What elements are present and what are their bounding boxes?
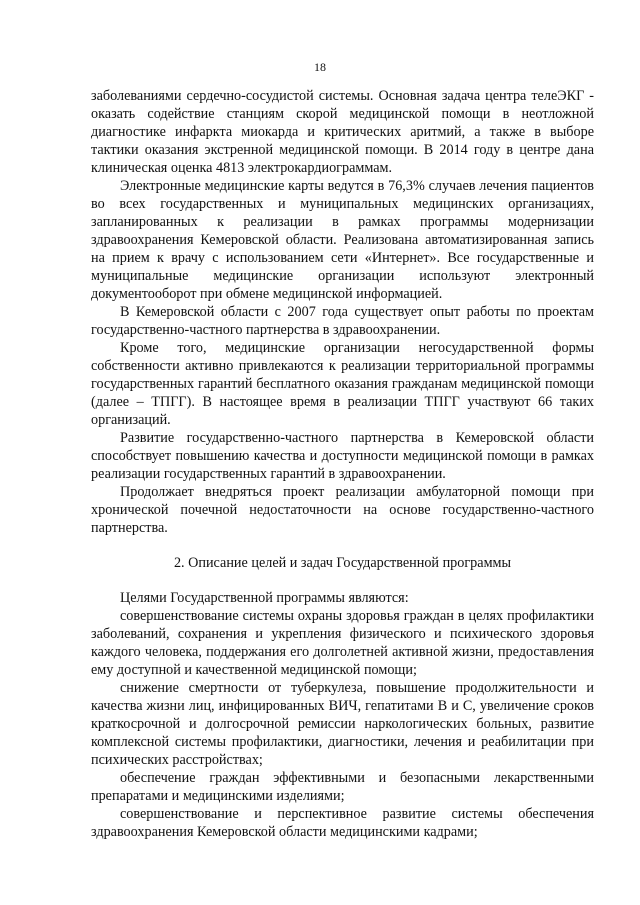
paragraph: Развитие государственно-частного партнерства в Кемеровской области способствует повышению качества и доступности медицинской помощи в рамках реализации государственных гарантий в здравоохранении. (91, 430, 594, 482)
list-item: снижение смертности от туберкулеза, повышение продолжительности и качества жизни лиц, инфицированных ВИЧ, гепатитами В и С, увеличение сроков краткосрочной и долгосрочной ремиссии наркологических больных, развитие комплексной системы профилактики, диагностики, лечения и реабилитации при психических расстройствах; (91, 680, 594, 768)
paragraph: В Кемеровской области с 2007 года существует опыт работы по проектам государственно-частного партнерства в здравоохранении. (91, 304, 594, 338)
paragraph: Кроме того, медицинские организации негосударственной формы собственности активно привлекаются к реализации территориальной программы государственных гарантий бесплатного оказания гражданам медицинской помощи (далее – ТПГГ). В настоящее время в реализации ТПГГ участвуют 66 таких организаций. (91, 340, 594, 428)
section-heading: 2. Описание целей и задач Государственной программы (173, 555, 512, 571)
list-item: совершенствование и перспективное развитие системы обеспечения здравоохранения Кемеровской области медицинскими кадрами; (91, 806, 594, 840)
paragraph: Целями Государственной программы являются: (120, 590, 409, 606)
paragraph: Продолжает внедряться проект реализации амбулаторной помощи при хронической почечной недостаточности на основе государственно-частного партнерства. (91, 484, 594, 536)
paragraph: Электронные медицинские карты ведутся в 76,3% случаев лечения пациентов во всех государственных и муниципальных медицинских организациях, запланированных к реализации в рамках программы модернизации здравоохранения Кемеровской области. Реализована автоматизированная запись на прием к врачу с использованием сети «Интернет». Все государственные и муниципальные медицинские организации используют электронный документооборот при обмене медицинской информацией. (91, 178, 594, 302)
paragraph: заболеваниями сердечно-сосудистой системы. Основная задача центра телеЭКГ - оказать содействие станциям скорой медицинской помощи в неотложной диагностике инфаркта миокарда и критических аритмий, а также в выборе тактики оказания экстренной медицинской помощи. В 2014 году в центре дана клиническая оценка 4813 электрокардиограммам. (91, 88, 594, 176)
list-item: совершенствование системы охраны здоровья граждан в целях профилактики заболеваний, сохранения и укрепления физического и психического здоровья каждого человека, поддержания его долголетней активной жизни, предоставления ему доступной и качественной медицинской помощи; (91, 608, 594, 678)
document-body (91, 87, 594, 841)
page-number: 18 (314, 60, 326, 74)
list-item: обеспечение граждан эффективными и безопасными лекарственными препаратами и медицинскими изделиями; (91, 770, 594, 804)
